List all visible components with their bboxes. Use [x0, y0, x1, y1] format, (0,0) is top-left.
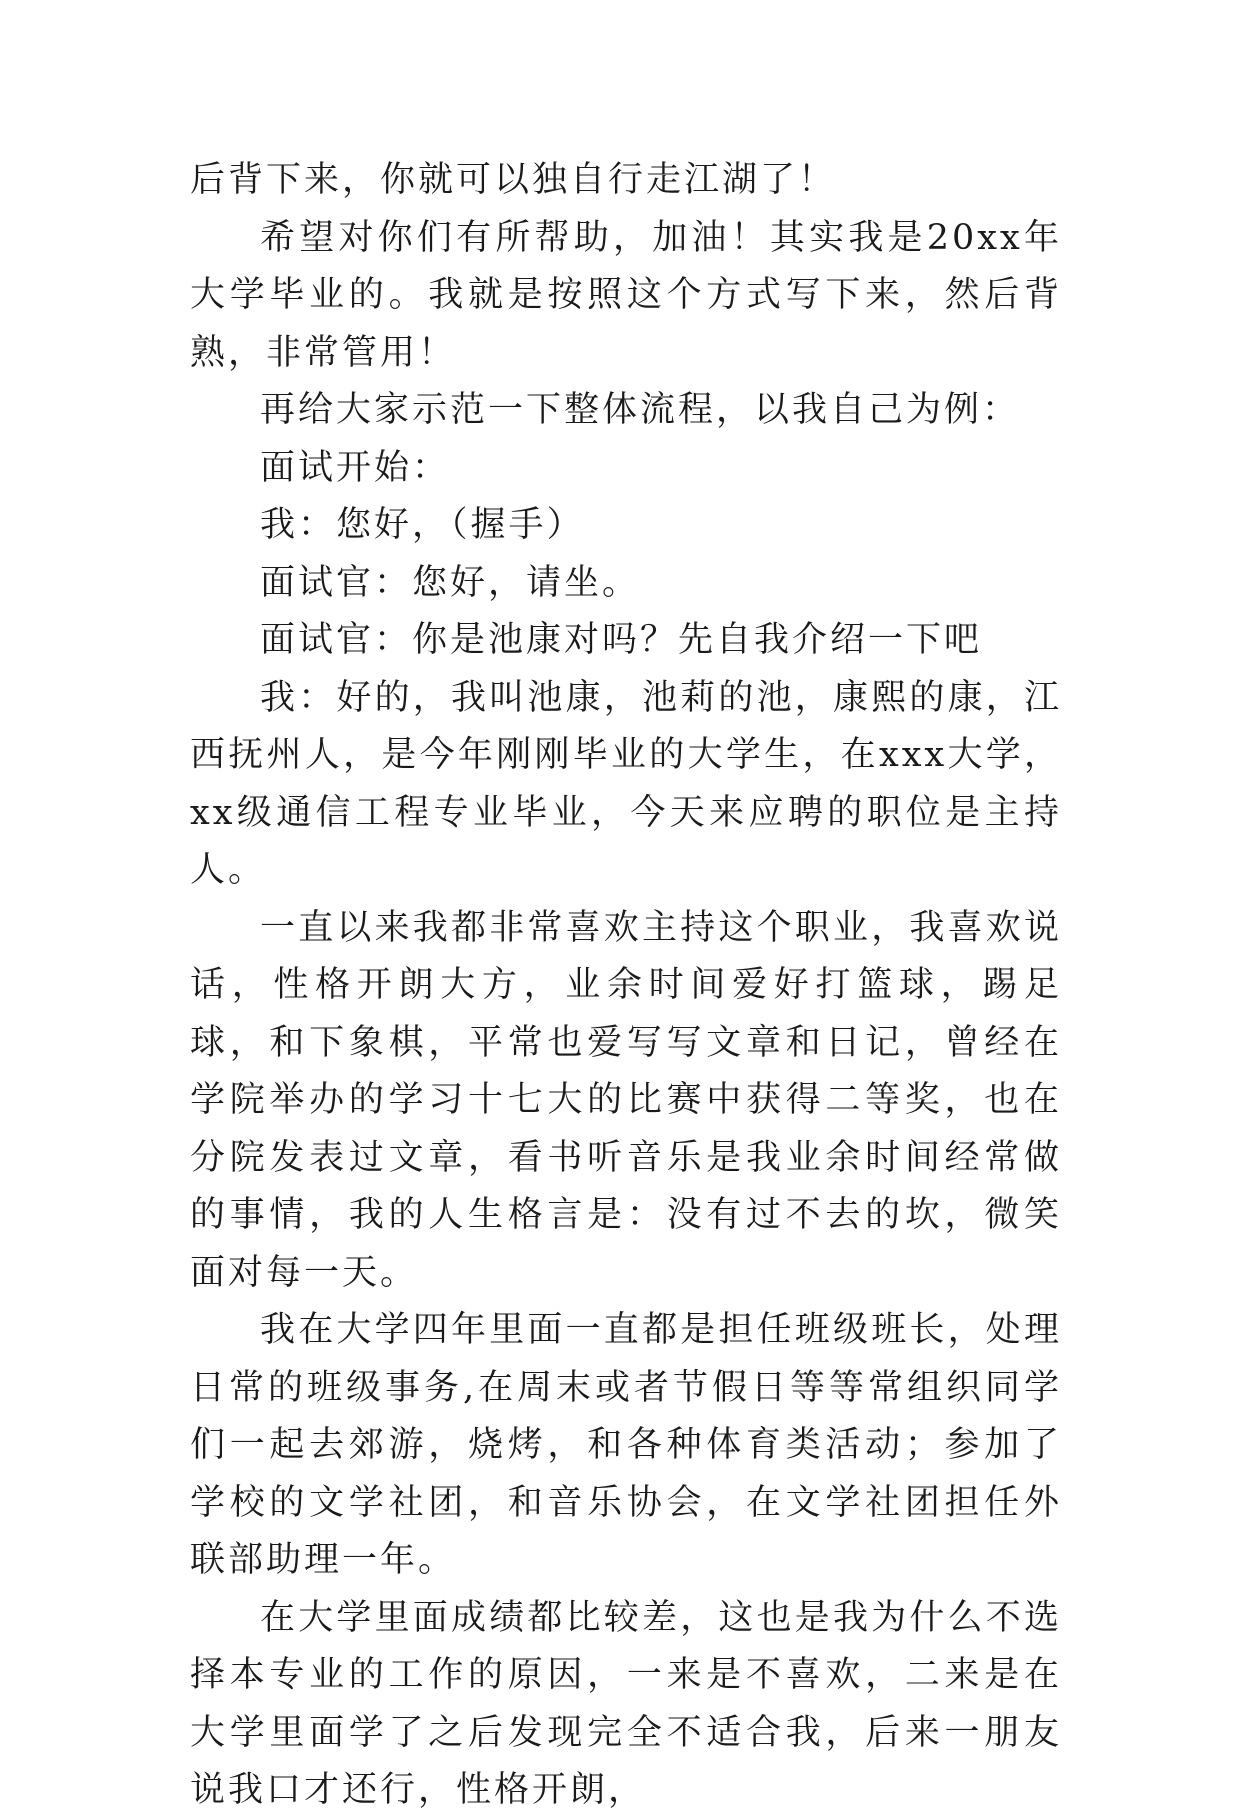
paragraph-1: 后背下来，你就可以独自行走江湖了！ [190, 160, 837, 200]
paragraph-4: 面试开始： [260, 447, 451, 488]
paragraph-10: 我在大学四年里面一直都是担任班级班长，处理日常的班级事务,在周末或者节假日等等常组织同学们一起去郊游，烧烤，和各种体育类活动；参加了学校的文学社团，和音乐协会，在文学社团担任外联部助理一年。 [190, 1310, 1062, 1580]
paragraph-5: 我：您好，（握手） [260, 505, 585, 545]
paragraph-3: 再给大家示范一下整体流程，以我自己为例： [260, 390, 1021, 430]
paragraph-8: 我：好的，我叫池康，池莉的池，康熙的康，江西抚州人，是今年刚刚毕业的大学生，在xxx大学，xx级通信工程专业毕业，今天来应聘的职位是主持人。 [190, 677, 1062, 890]
paragraph-11: 在大学里面成绩都比较差，这也是我为什么不选择本专业的工作的原因，一来是不喜欢，二来是在大学里面学了之后发现完全不适合我，后来一朋友说我口才还行，性格开朗， [190, 1597, 1062, 1810]
body-text [190, 152, 1062, 1820]
paragraph-6: 面试官：您好，请坐。 [260, 562, 641, 603]
paragraph-2: 希望对你们有所帮助，加油！其实我是20xx年大学毕业的。我就是按照这个方式写下来，然后背熟，非常管用！ [190, 217, 1062, 373]
paragraph-7: 面试官：你是池康对吗？先自我介绍一下吧 [260, 620, 983, 660]
paragraph-9: 一直以来我都非常喜欢主持这个职业，我喜欢说话，性格开朗大方，业余时间爱好打篮球，踢足球，和下象棋，平常也爱写写文章和日记，曾经在学院举办的学习十七大的比赛中获得二等奖，也在分院发表过文章，看书听音乐是我业余时间经常做的事情，我的人生格言是：没有过不去的坎，微笑面对每一天。 [190, 907, 1062, 1293]
